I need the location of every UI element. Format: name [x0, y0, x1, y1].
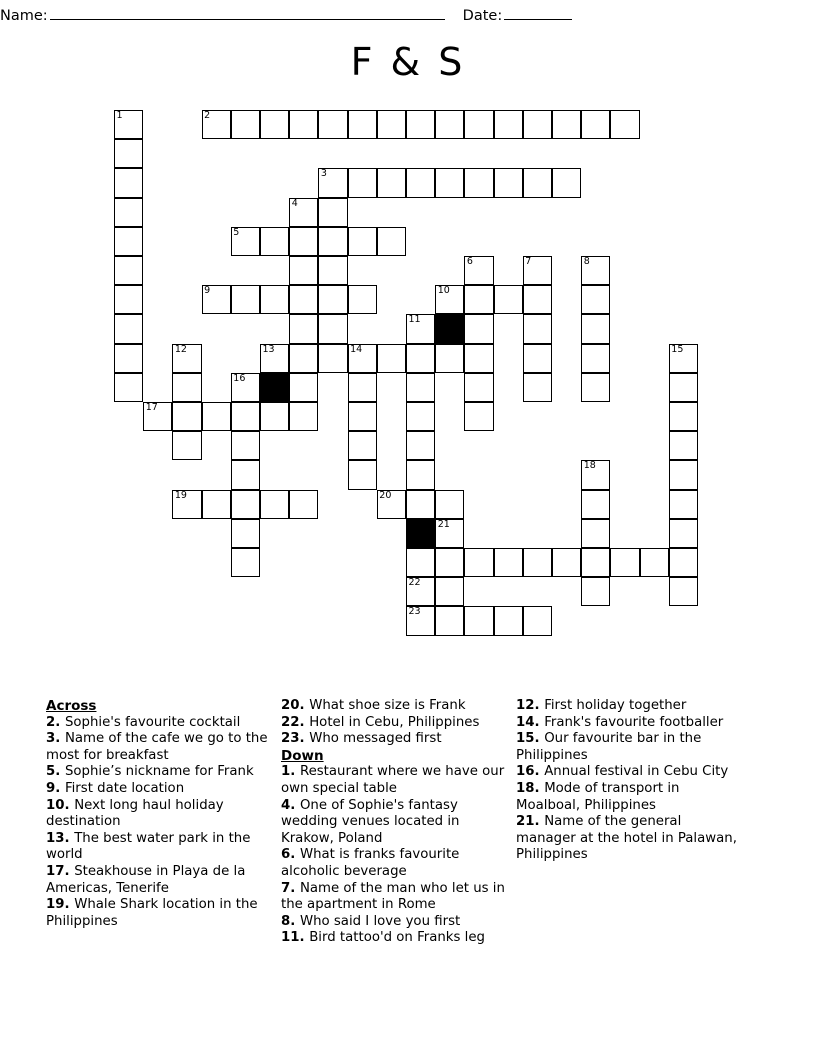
- clue-text: Bird tattoo'd on Franks leg: [309, 930, 485, 946]
- crossword-cell[interactable]: [318, 256, 347, 285]
- crossword-cell[interactable]: [581, 314, 610, 343]
- crossword-cell[interactable]: [172, 373, 201, 402]
- clue-item: [281, 847, 509, 880]
- clue-number: 5.: [46, 764, 65, 780]
- clue-text: What shoe size is Frank: [309, 698, 466, 713]
- crossword-cell[interactable]: [231, 227, 260, 256]
- down-heading: Down: [281, 747, 324, 764]
- clue-number: 21.: [516, 814, 545, 830]
- crossword-cell[interactable]: [435, 519, 464, 548]
- crossword-cell-number: 23: [408, 606, 421, 618]
- crossword-cell[interactable]: [406, 431, 435, 460]
- clue-item: [516, 698, 744, 715]
- clue-item: [516, 781, 744, 814]
- crossword-cell[interactable]: [581, 110, 610, 139]
- crossword-cell[interactable]: [406, 577, 435, 606]
- clue-number: 19.: [46, 897, 75, 913]
- crossword-cell[interactable]: [289, 256, 318, 285]
- clue-lists: [46, 698, 774, 947]
- crossword-cell[interactable]: [464, 168, 493, 197]
- crossword-cell[interactable]: [494, 548, 523, 577]
- crossword-cell[interactable]: [172, 490, 201, 519]
- crossword-cell[interactable]: [143, 402, 172, 431]
- clue-text: Next long haul holiday destination: [46, 797, 224, 830]
- crossword-cell-number: 12: [174, 343, 187, 355]
- crossword-cell-number: 20: [379, 489, 392, 501]
- crossword-cell[interactable]: [348, 402, 377, 431]
- clue-item: [281, 881, 509, 914]
- crossword-cell[interactable]: [289, 373, 318, 402]
- crossword-cell[interactable]: [494, 110, 523, 139]
- crossword-cell[interactable]: [406, 606, 435, 635]
- crossword-cell[interactable]: [464, 344, 493, 373]
- crossword-cell[interactable]: [581, 285, 610, 314]
- crossword-cell-number: 18: [583, 460, 596, 472]
- crossword-cell-number: 21: [437, 518, 450, 530]
- crossword-cell[interactable]: [464, 548, 493, 577]
- crossword-cell[interactable]: [114, 168, 143, 197]
- crossword-cell[interactable]: [406, 168, 435, 197]
- clue-item: [46, 781, 274, 798]
- crossword-cell[interactable]: [348, 168, 377, 197]
- crossword-cell-number: 3: [320, 168, 327, 180]
- clue-number: 17.: [46, 863, 75, 879]
- crossword-cell[interactable]: [172, 402, 201, 431]
- crossword-cell[interactable]: [202, 285, 231, 314]
- clue-item: [281, 764, 509, 797]
- clue-item: [516, 764, 744, 781]
- clue-text: Whale Shark location in the Philippines: [46, 897, 258, 929]
- clue-item: [516, 731, 744, 764]
- crossword-cell[interactable]: [581, 519, 610, 548]
- crossword-cell[interactable]: [114, 227, 143, 256]
- crossword-cell[interactable]: [318, 344, 347, 373]
- crossword-cell[interactable]: [114, 110, 143, 139]
- crossword-cell[interactable]: [406, 402, 435, 431]
- crossword-blocked-cell: [406, 519, 435, 548]
- crossword-cell[interactable]: [669, 373, 698, 402]
- clue-text: Steakhouse in Playa de la Americas, Tenerife: [46, 863, 246, 896]
- crossword-cell-number: 7: [525, 256, 532, 267]
- crossword-cell[interactable]: [202, 402, 231, 431]
- clue-number: 11.: [281, 930, 310, 946]
- clue-column-3: [516, 698, 751, 864]
- across-heading: Across: [46, 698, 97, 714]
- clue-number: 9.: [46, 780, 65, 796]
- clue-text: What is franks favourite alcoholic beverage: [281, 847, 460, 879]
- crossword-cell[interactable]: [406, 490, 435, 519]
- crossword-cell[interactable]: [289, 227, 318, 256]
- crossword-cell-number: 13: [262, 343, 275, 355]
- crossword-cell[interactable]: [231, 373, 260, 402]
- crossword-cell[interactable]: [610, 548, 639, 577]
- crossword-blocked-cell: [260, 373, 289, 402]
- crossword-cell[interactable]: [464, 606, 493, 635]
- clue-item: [46, 764, 274, 781]
- crossword-cell[interactable]: [669, 460, 698, 489]
- crossword-cell[interactable]: [377, 110, 406, 139]
- clue-text: Who messaged first: [309, 731, 442, 747]
- clue-number: 3.: [46, 731, 65, 747]
- clue-item: [281, 715, 509, 732]
- crossword-cell[interactable]: [114, 344, 143, 373]
- crossword-cell[interactable]: [406, 314, 435, 343]
- crossword-cell[interactable]: [172, 344, 201, 373]
- clue-item: [516, 814, 744, 864]
- crossword-cell[interactable]: [289, 198, 318, 227]
- crossword-cell[interactable]: [669, 344, 698, 373]
- crossword-cell[interactable]: [581, 256, 610, 285]
- crossword-cell[interactable]: [523, 548, 552, 577]
- crossword-cell-number: 15: [671, 343, 684, 355]
- crossword-cell-number: 16: [233, 372, 246, 384]
- crossword-cell-number: 11: [408, 314, 421, 326]
- clue-number: 14.: [516, 714, 545, 730]
- crossword-cell[interactable]: [669, 402, 698, 431]
- crossword-cell[interactable]: [406, 460, 435, 489]
- clue-text: Hotel in Cebu, Philippines: [309, 714, 480, 730]
- crossword-cell[interactable]: [318, 285, 347, 314]
- crossword-cell[interactable]: [231, 490, 260, 519]
- clue-text: Frank's favourite footballer: [544, 714, 724, 730]
- clue-number: 15.: [516, 731, 545, 747]
- crossword-cell[interactable]: [523, 168, 552, 197]
- crossword-cell[interactable]: [552, 548, 581, 577]
- crossword-cell[interactable]: [377, 490, 406, 519]
- crossword-cell[interactable]: [348, 344, 377, 373]
- crossword-cell[interactable]: [289, 344, 318, 373]
- crossword-cell[interactable]: [523, 110, 552, 139]
- clue-text: Restaurant where we have our own special table: [281, 764, 505, 796]
- crossword-cell-number: 22: [408, 577, 421, 589]
- crossword-cell[interactable]: [114, 373, 143, 402]
- clue-number: 10.: [46, 797, 75, 813]
- clue-item: [46, 715, 274, 732]
- crossword-cell[interactable]: [669, 431, 698, 460]
- clue-text: Sophie’s nickname for Frank: [64, 764, 254, 780]
- crossword-cell[interactable]: [581, 548, 610, 577]
- crossword-cell[interactable]: [581, 373, 610, 402]
- crossword-cell[interactable]: [464, 402, 493, 431]
- crossword-cell[interactable]: [231, 519, 260, 548]
- clue-number: 7.: [281, 880, 300, 896]
- crossword-cell[interactable]: [260, 110, 289, 139]
- crossword-cell[interactable]: [523, 256, 552, 285]
- crossword-cell[interactable]: [231, 460, 260, 489]
- crossword-cell-number: 5: [233, 226, 240, 238]
- name-label: Name:: [0, 8, 48, 24]
- clue-number: 22.: [281, 714, 310, 730]
- clue-number: 18.: [516, 780, 545, 796]
- crossword-cell-number: 1: [116, 110, 123, 121]
- clue-item: [281, 930, 509, 947]
- crossword-blocked-cell: [435, 314, 464, 343]
- clue-number: 20.: [281, 698, 310, 713]
- crossword-cell[interactable]: [348, 373, 377, 402]
- crossword-cell[interactable]: [523, 285, 552, 314]
- clue-item: [46, 731, 274, 764]
- crossword-cell[interactable]: [260, 402, 289, 431]
- crossword-cell[interactable]: [289, 314, 318, 343]
- crossword-cell[interactable]: [435, 168, 464, 197]
- clue-text: Our favourite bar in the Philippines: [516, 731, 702, 763]
- crossword-cell[interactable]: [640, 548, 669, 577]
- crossword-cell[interactable]: [669, 577, 698, 606]
- clue-text: Name of the man who let us in the apartment in Rome: [281, 880, 505, 913]
- clue-text: First holiday together: [544, 698, 687, 713]
- crossword-cell[interactable]: [348, 460, 377, 489]
- crossword-cell[interactable]: [289, 402, 318, 431]
- crossword-grid: [114, 110, 714, 640]
- clue-number: 23.: [281, 731, 310, 747]
- crossword-cell[interactable]: [318, 168, 347, 197]
- crossword-cell-number: 10: [437, 285, 450, 297]
- clue-number: 1.: [281, 764, 300, 780]
- clue-number: 8.: [281, 913, 300, 929]
- crossword-cell[interactable]: [581, 577, 610, 606]
- crossword-cell[interactable]: [552, 110, 581, 139]
- crossword-cell-number: 14: [350, 343, 363, 355]
- crossword-cell[interactable]: [464, 110, 493, 139]
- crossword-cell[interactable]: [435, 344, 464, 373]
- clue-number: 2.: [46, 714, 65, 730]
- crossword-cell[interactable]: [114, 139, 143, 168]
- clue-item: [46, 831, 274, 864]
- crossword-cell[interactable]: [348, 227, 377, 256]
- crossword-cell[interactable]: [348, 110, 377, 139]
- crossword-cell-number: 17: [145, 402, 158, 413]
- date-input-line[interactable]: [504, 6, 572, 20]
- crossword-cell-number: 9: [204, 285, 211, 297]
- crossword-cell[interactable]: [435, 606, 464, 635]
- crossword-cell[interactable]: [318, 314, 347, 343]
- crossword-cell[interactable]: [610, 110, 639, 139]
- crossword-cell[interactable]: [406, 548, 435, 577]
- crossword-cell[interactable]: [406, 373, 435, 402]
- clue-text: Sophie's favourite cocktail: [64, 714, 241, 730]
- clue-text: One of Sophie's fantasy wedding venues located in Krakow, Poland: [281, 797, 460, 846]
- clue-text: Annual festival in Cebu City: [544, 764, 729, 780]
- crossword-cell[interactable]: [435, 110, 464, 139]
- crossword-cell[interactable]: [523, 314, 552, 343]
- crossword-cell-number: 19: [174, 489, 187, 501]
- crossword-cell-number: 4: [291, 197, 298, 209]
- crossword-cell[interactable]: [581, 490, 610, 519]
- crossword-cell[interactable]: [260, 344, 289, 373]
- clue-number: 12.: [516, 698, 545, 713]
- clue-item: [46, 897, 274, 930]
- crossword-cell[interactable]: [435, 548, 464, 577]
- clue-text: The best water park in the world: [46, 830, 251, 863]
- clue-column-2: [281, 698, 516, 947]
- clue-text: Who said I love you first: [299, 913, 461, 929]
- crossword-cell-number: 8: [583, 256, 590, 267]
- crossword-cell[interactable]: [231, 110, 260, 139]
- crossword-cell[interactable]: [260, 227, 289, 256]
- crossword-cell[interactable]: [669, 548, 698, 577]
- crossword-cell[interactable]: [114, 314, 143, 343]
- clue-text: Name of the cafe we go to the most for breakfast: [46, 731, 268, 763]
- crossword-cell[interactable]: [231, 548, 260, 577]
- clue-number: 4.: [281, 797, 300, 813]
- clue-item: [46, 864, 274, 897]
- clue-number: 16.: [516, 764, 545, 780]
- date-label: Date:: [462, 8, 503, 24]
- crossword-cell[interactable]: [435, 490, 464, 519]
- clue-item: [281, 731, 509, 748]
- clue-text: First date location: [64, 780, 185, 796]
- crossword-cell[interactable]: [669, 519, 698, 548]
- crossword-cell-number: 2: [204, 110, 211, 121]
- crossword-cell[interactable]: [114, 256, 143, 285]
- crossword-cell[interactable]: [114, 198, 143, 227]
- crossword-cell-number: 6: [466, 256, 473, 267]
- crossword-cell[interactable]: [581, 460, 610, 489]
- crossword-cell[interactable]: [260, 285, 289, 314]
- crossword-cell[interactable]: [494, 285, 523, 314]
- crossword-cell[interactable]: [172, 431, 201, 460]
- crossword-cell[interactable]: [464, 314, 493, 343]
- crossword-cell[interactable]: [202, 110, 231, 139]
- crossword-cell[interactable]: [348, 431, 377, 460]
- crossword-cell[interactable]: [406, 110, 435, 139]
- crossword-cell[interactable]: [464, 256, 493, 285]
- crossword-cell[interactable]: [669, 490, 698, 519]
- crossword-cell[interactable]: [289, 490, 318, 519]
- crossword-cell[interactable]: [406, 344, 435, 373]
- clue-text: Name of the general manager at the hotel in Palawan, Philippines: [516, 814, 737, 863]
- crossword-cell[interactable]: [318, 227, 347, 256]
- crossword-cell[interactable]: [523, 606, 552, 635]
- crossword-cell[interactable]: [377, 344, 406, 373]
- crossword-cell[interactable]: [494, 168, 523, 197]
- crossword-cell[interactable]: [523, 373, 552, 402]
- crossword-cell[interactable]: [114, 285, 143, 314]
- crossword-cell[interactable]: [348, 285, 377, 314]
- clue-item: [281, 698, 509, 715]
- crossword-cell[interactable]: [318, 110, 347, 139]
- crossword-cell[interactable]: [318, 198, 347, 227]
- crossword-cell[interactable]: [289, 110, 318, 139]
- crossword-cell[interactable]: [231, 431, 260, 460]
- clue-item: [281, 798, 509, 848]
- clue-number: 6.: [281, 847, 300, 863]
- crossword-cell[interactable]: [289, 285, 318, 314]
- crossword-cell[interactable]: [231, 285, 260, 314]
- clue-number: 13.: [46, 830, 75, 846]
- clue-item: [516, 715, 744, 732]
- clue-column-1: [46, 698, 281, 930]
- crossword-cell[interactable]: [552, 168, 581, 197]
- crossword-cell[interactable]: [231, 402, 260, 431]
- clue-text: Mode of transport in Moalboal, Philippines: [516, 780, 680, 813]
- crossword-cell[interactable]: [202, 490, 231, 519]
- clue-item: [281, 914, 509, 931]
- crossword-cell[interactable]: [377, 227, 406, 256]
- crossword-cell[interactable]: [464, 373, 493, 402]
- crossword-cell[interactable]: [435, 577, 464, 606]
- crossword-cell[interactable]: [581, 344, 610, 373]
- crossword-cell[interactable]: [377, 168, 406, 197]
- crossword-cell[interactable]: [260, 490, 289, 519]
- crossword-cell[interactable]: [435, 285, 464, 314]
- crossword-cell[interactable]: [494, 606, 523, 635]
- crossword-cell[interactable]: [464, 285, 493, 314]
- crossword-cell[interactable]: [523, 344, 552, 373]
- name-input-line[interactable]: [50, 6, 445, 20]
- worksheet-header: [0, 0, 816, 28]
- clue-item: [46, 798, 274, 831]
- page-title: F & S: [350, 40, 466, 84]
